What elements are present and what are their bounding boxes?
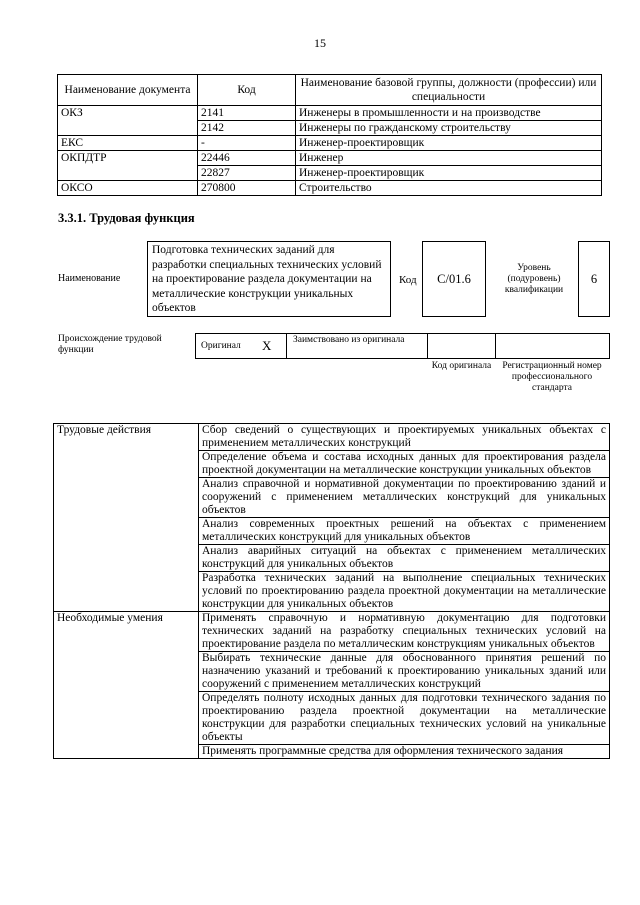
- code-original-cell: [427, 333, 496, 359]
- table-row: [58, 166, 602, 181]
- reg-number-cell: [495, 333, 610, 359]
- name-cell: Инженеры по гражданскому строительству: [296, 121, 602, 136]
- name-label: Наименование: [58, 273, 121, 284]
- table-row: [58, 151, 602, 166]
- name-cell: Строительство: [296, 181, 602, 196]
- code-cell: 22446: [198, 151, 296, 166]
- function-code-box: C/01.6: [422, 241, 486, 317]
- section-title: 3.3.1. Трудовая функция: [58, 211, 195, 225]
- skill: Применять справочную и нормативную документацию для подготовки технических заданий на разработку специальных технических условий на проектирование раздела по металлическим конструкциям уникальных объектов: [199, 612, 610, 652]
- labor-action: Определение объема и состава исходных данных для проектирования раздела проектной документации на металлические конструкции уникальных объектов: [199, 451, 610, 478]
- function-name-box: Подготовка технических заданий для разработки специальных технических условий на проектирование раздела документации на металлические конструкции уникальных объектов: [147, 241, 391, 317]
- table-row: [58, 121, 602, 136]
- functions-table: [53, 423, 610, 759]
- column-header: Наименование документа: [58, 75, 198, 106]
- code-label: Код: [399, 274, 417, 286]
- table-row: [58, 106, 602, 121]
- name-cell: Инженер-проектировщик: [296, 166, 602, 181]
- skill: Выбирать технические данные для обоснованного принятия решений по назначению указаний и требований к проектированию уникальных зданий или сооружений с применением металлических конструкций: [199, 652, 610, 692]
- skill: Применять программные средства для оформления технического задания: [199, 745, 610, 759]
- origin-label: Происхождение трудовой функции: [58, 334, 162, 355]
- code-cell: 22827: [198, 166, 296, 181]
- code-cell: 2141: [198, 106, 296, 121]
- original-label: Оригинал: [201, 341, 241, 351]
- table-row: [54, 612, 610, 652]
- doc-cell: ОКПДТР: [58, 151, 198, 166]
- code-cell: -: [198, 136, 296, 151]
- borrowed-cell: Заимствовано из оригинала: [286, 333, 428, 359]
- code-cell: 2142: [198, 121, 296, 136]
- labor-action: Анализ аварийных ситуаций на объектах с применением металлических конструкций для уникальных объектов: [199, 545, 610, 572]
- table-row: [58, 136, 602, 151]
- original-cell: [195, 333, 287, 359]
- reg-number-caption: Регистрационный номер профессионального стандарта: [502, 361, 602, 393]
- column-header: Код: [198, 75, 296, 106]
- labor-action: Анализ современных проектных решений на объектах с применением металлических конструкций для уникальных объектов: [199, 518, 610, 545]
- name-cell: Инженеры в промышленности и на производстве: [296, 106, 602, 121]
- code-cell: 270800: [198, 181, 296, 196]
- skill: Определять полноту исходных данных для подготовки технического задания по проектированию раздела проектной документации на металлические конструкции для разработки специальных технических условий на уникальные объекты: [199, 692, 610, 745]
- doc-cell: ОКЗ: [58, 106, 198, 121]
- classification-table: [57, 74, 602, 196]
- table-header-row: [58, 75, 602, 106]
- level-label: Уровень (подуровень) квалификации: [504, 263, 564, 295]
- original-mark: X: [262, 338, 272, 353]
- doc-cell: [58, 121, 198, 136]
- labor-action: Разработка технических заданий на выполнение специальных технических условий по проектированию раздела проектной документации на металлические конструкции для уникальных объектов: [199, 572, 610, 612]
- doc-cell: [58, 166, 198, 181]
- code-original-caption: Код оригинала: [431, 361, 492, 371]
- doc-cell: ОКСО: [58, 181, 198, 196]
- labor-action: Сбор сведений о существующих и проектируемых уникальных объектах с применением металлических конструкций: [199, 424, 610, 451]
- table-row: [58, 181, 602, 196]
- labor-actions-label: Трудовые действия: [54, 424, 199, 612]
- doc-cell: ЕКС: [58, 136, 198, 151]
- name-cell: Инженер-проектировщик: [296, 136, 602, 151]
- skills-label: Необходимые умения: [54, 612, 199, 759]
- level-box: 6: [578, 241, 610, 317]
- table-row: [54, 424, 610, 451]
- labor-action: Анализ справочной и нормативной документации по проектированию зданий и сооружений с применением металлических конструкций для уникальных объектов: [199, 478, 610, 518]
- page-number: 15: [314, 36, 326, 50]
- column-header: Наименование базовой группы, должности (профессии) или специальности: [296, 75, 602, 106]
- name-cell: Инженер: [296, 151, 602, 166]
